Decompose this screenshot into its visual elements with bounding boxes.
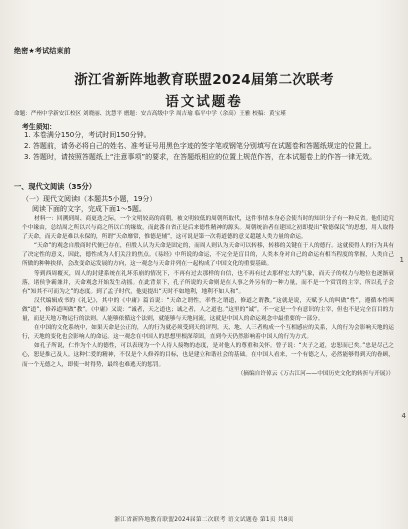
passage-paragraph: “天命”的观念自殷商时代便已存在，但殷人认为天命是固定的，而周人则认为天命可以转移，转移的关键在于人的德行。这就使得人的行为具有了决定性的意义，因此，德性成为人们关注的焦点。《易经》中所说的命运，不完全是盲目的，人类本身对自己的命运有相当程度的掌握，人类自己所做的种种抉择，会改变命运发展的方向，这一观念与天命并列在一起构成了中国文化的重要基础。 bbox=[22, 243, 394, 268]
secret-label: 绝密★考试结束前 bbox=[14, 47, 71, 55]
section-subtitle: （一）现代文阅读Ⅰ（本题共5小题，19分） bbox=[22, 195, 157, 203]
passage-source: （摘编自许倬云《万古江河——中国历史文化的转折与开展》） bbox=[237, 370, 394, 377]
proposition-line: 命题：严州中学新安江校区 刘晓丽、沈慧平 磨题：安吉高级中学 周吉瑜 临平中学（余高）王雅 校稿：黄宝瑾 bbox=[14, 111, 286, 117]
note-item: 1. 本卷满分150分，考试时间150分钟。 bbox=[24, 131, 151, 139]
page-footer: 浙江省新阵地教育联盟2024届第二次联考 语文试题卷 第1页 共8页 bbox=[114, 517, 294, 523]
margin-number: 1 bbox=[399, 256, 404, 264]
notes-title: 考生须知： bbox=[22, 123, 56, 131]
note-item: 3. 答题时，请按照答题纸上“注意事项”的要求，在答题纸相应的位置上规范作答，在本试题卷上的作答一律无效。 bbox=[24, 153, 377, 161]
passage-paragraph: 材料一：回溯到周、商更迭之际，一个文明较高的商朝，被文明较低的周朝所取代，这件事情本身必会使当时的知识分子有一种反省。他们追究个中缘由，总结周之所以兴与商之所以亡的缘故，而此番自省正是后来德性精神的源头。周朝统治者在建国之初即提出“敬德保民”的思想，用人取得了天命，而天命是难以永保的，所谓“天命靡常，惟德是辅”，这可说是第一次将道德的意义超越人类力量的命运。 bbox=[22, 216, 394, 241]
exam-title: 浙江省新阵地教育联盟2024届第二次联考 bbox=[74, 72, 334, 88]
passage-paragraph: 等到西周覆灭，周人的封建系统在礼坏乐崩的情况下，不再有过去那样的自信，也不再有过去那样宏大的气象，而天子的权力与地位也逐渐衰落，诸侯争霸兼并，天命观念开始发生动摇。在此背景下，孔子所说的天命则是在人事之外另有的一种力量，而不是一个赏罚的主宰，所以孔子会有“知其不可而为之”的态度。到了孟子时代，他更提出“天时不如地利，地利不如人和”。 bbox=[22, 270, 394, 295]
margin-number: 4 bbox=[401, 412, 406, 420]
notes-list bbox=[24, 130, 394, 163]
section-instruction: 阅读下面的文字，完成下面1～5题。 bbox=[32, 205, 146, 213]
note-item: 2. 答题前，请务必将自己的姓名、准考证号用黑色字迹的签字笔或钢笔分别填写在试题卷和答题纸规定的位置上。 bbox=[24, 142, 376, 150]
section-title: 一、现代文阅读（35分） bbox=[14, 182, 96, 191]
passage-paragraph: 在中国的文化系统中，如果天命是公正的，人的行为就必须受到天的评判。天、地、人三者构成一个互相感应的关系，人的行为会影响天地的运行，天地的变化也会影响人的命运。这一观念在中国人的思想里根深蒂固，直到今天仍然影响着中国人的行为方式。 bbox=[22, 325, 394, 341]
exam-subtitle: 语文试题卷 bbox=[165, 94, 243, 110]
reading-passage bbox=[22, 215, 394, 379]
passage-paragraph: 汉代编辑成书的《礼记》，其中的《中庸》篇首说：“天命之谓性，率性之谓道，修道之谓教。”这就是说，天赋予人的叫做“性”，遵循本性叫做“道”，修养道叫做“教”。《中庸》又说：“诚者，天之道也；诚之者，人之道也。”这里的“诚”，不一定是一个有意识的主宰，但也不是完全盲目的力量，而是天地万物运行的法则。人能够依循这个法则，就能够与天地同流，这就是中国人的命运观念中最重要的一部分。 bbox=[22, 297, 394, 323]
passage-paragraph: 如孔子所说，仁作为个人的德性，可以表现为一个人待人接物的态度，是对他人的尊重和关怀。曾子说：“夫子之道，忠恕而已矣。”忠是尽己之心，恕是推己及人。这种仁爱的精神，不仅是个人修养的目标，也是建立和谐社会的基础。在中国人看来，一个有德之人，必然能够得到天的眷顾，而一个无德之人，即使一时得势，最终也难逃天的惩罚。 bbox=[22, 343, 394, 368]
